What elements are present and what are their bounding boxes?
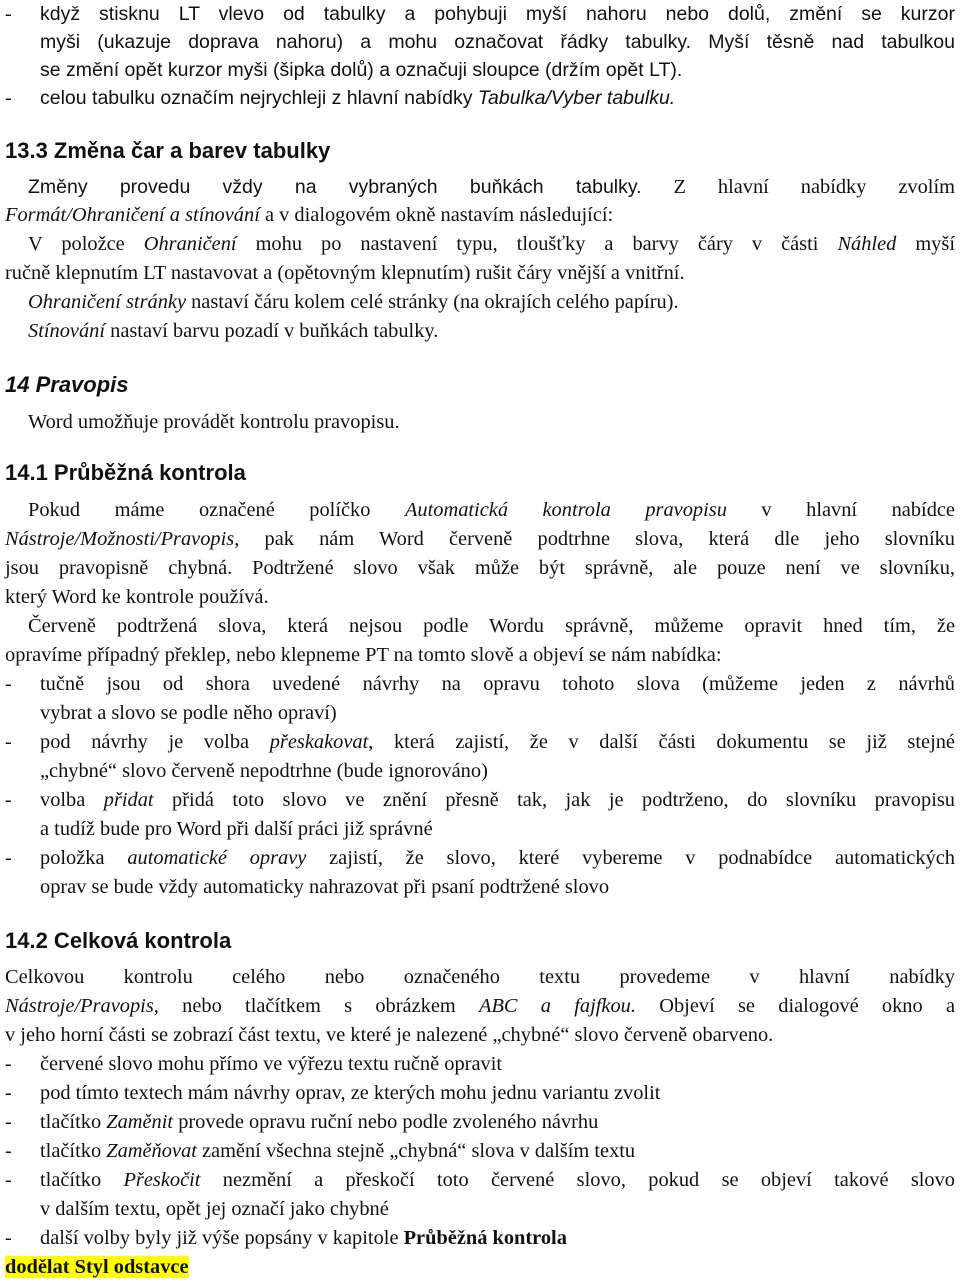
term: ABC a fajfkou. (479, 995, 636, 1017)
bullet-dash: - (5, 1111, 12, 1133)
menu-path: Formát/Ohraničení a stínování (5, 204, 260, 226)
s133-text: Změny provedu vždy na vybraných buňkách tabulky. (28, 176, 642, 198)
s142-line-1: Celkovou kontrolu celého nebo označeného textu provedeme v hlavní nabídky (5, 966, 955, 988)
s142-text: provede opravu ruční nebo podle zvoleného návrhu (173, 1111, 599, 1133)
bullet-dash: - (5, 847, 12, 869)
s133-line-6 (28, 317, 955, 345)
intro-line-3: se změní opět kurzor myši (šipka dolů) a označuji sloupce (držím opět LT). (40, 59, 683, 81)
s141-item-1-line-1: tučně jsou od shora uvedené návrhy na opravu tohoto slova (můžeme jeden z návrhů (40, 673, 955, 695)
todo-highlight: dodělat Styl odstavce (5, 1256, 189, 1278)
term: automatické opravy (127, 847, 307, 869)
bullet-dash: - (5, 3, 12, 25)
s142-line-3: v jeho horní části se zobrazí část textu, ve které je nalezené „chybné“ slovo červeně obarveno. (5, 1024, 774, 1046)
s141-line-5: Červeně podtržená slova, která nejsou podle Wordu správně, můžeme opravit hned tím, že (28, 615, 955, 637)
section-14-heading (5, 370, 129, 400)
s142-item-3 (40, 1108, 955, 1136)
s133-line-2 (5, 201, 955, 229)
s141-line-4: který Word ke kontrole používá. (5, 586, 269, 608)
s14-line-1: Word umožňuje provádět kontrolu pravopisu. (28, 411, 400, 433)
s142-text: další volby byly již výše popsány v kapitole (40, 1227, 404, 1249)
todo-line (5, 1253, 955, 1281)
s133-line-1 (28, 173, 955, 201)
bullet-dash: - (5, 1082, 12, 1104)
s142-item-6 (40, 1224, 955, 1252)
s142-item-1: červené slovo mohu přímo ve výřezu textu ručně opravit (40, 1053, 503, 1075)
s141-text: pod návrhy je volba (40, 731, 270, 753)
s141-line-6: opravíme případný překlep, nebo klepneme PT na tomto slově a objeví se nám nabídka: (5, 644, 722, 666)
s142-text: tlačítko (40, 1169, 124, 1191)
bullet-dash: - (5, 673, 12, 695)
s141-text: pak nám Word červeně podtrhne slova, která dle jeho slovníku (239, 528, 955, 550)
term: Stínování (28, 320, 106, 342)
bullet-dash: - (5, 1053, 12, 1075)
term: Zaměňovat (106, 1140, 197, 1162)
s142-text: tlačítko (40, 1140, 107, 1162)
s133-text: mohu po nastavení typu, tloušťky a barvy čáry v části (236, 233, 838, 255)
s133-line-3 (28, 230, 955, 258)
s141-text: přidá toto slovo ve znění přesně tak, jak je podtrženo, do slovníku pravopisu (153, 789, 955, 811)
s141-text: zajistí, že slovo, které vybereme v podnabídce automatických (306, 847, 955, 869)
s133-line-4: ručně klepnutím LT nastavovat a (opětovným klepnutím) rušit čáry vnější a vnitřní. (5, 262, 685, 284)
s141-text: v hlavní nabídce (726, 499, 955, 521)
s133-text: myší (896, 233, 955, 255)
s142-item-2: pod tímto textech mám návrhy oprav, ze kterých mohu jednu variantu zvolit (40, 1082, 661, 1104)
intro-line-2: myši (ukazuje doprava nahoru) a mohu označovat řádky tabulky. Myší těsně nad tabulkou (40, 31, 955, 53)
s141-item-3-line-2: a tudíž bude pro Word při další práci již správné (40, 818, 433, 840)
term: Zaměnit (106, 1111, 174, 1133)
s142-item-5-line-2: v dalším textu, opět jej označí jako chybné (40, 1198, 389, 1220)
s141-item-2-line-2: „chybné“ slovo červeně nepodtrhne (bude ignorováno) (40, 760, 488, 782)
s142-text: , nebo tlačítkem s obrázkem (153, 995, 480, 1017)
s141-item-3-line-1 (40, 786, 955, 814)
s142-line-2 (5, 992, 955, 1020)
menu-path: Nástroje/Pravopis (5, 995, 154, 1017)
s133-text: a v dialogovém okně nastavím následující: (259, 204, 614, 226)
s141-item-1-line-2: vybrat a slovo se podle něho opraví) (40, 702, 337, 724)
s133-line-5 (28, 288, 955, 316)
s142-item-5-line-1 (40, 1166, 955, 1194)
intro-line-1: když stisknu LT vlevo od tabulky a pohybuji myší nahoru nebo dolů, změní se kurzor (40, 3, 955, 25)
menu-path: Tabulka/Vyber tabulku. (477, 87, 676, 109)
s133-text: nastaví barvu pozadí v buňkách tabulky. (105, 320, 439, 342)
s141-line-2 (5, 525, 955, 553)
term: Ohraničení (143, 233, 237, 255)
s141-item-2-line-1 (40, 728, 955, 756)
s133-text: nastaví čáru kolem celé stránky (na okrajích celého papíru). (186, 291, 679, 313)
s142-text: Objeví se dialogové okno a (635, 995, 956, 1017)
s142-item-4 (40, 1137, 955, 1165)
bullet-dash: - (5, 87, 12, 109)
term: Náhled (837, 233, 897, 255)
s141-text: položka (40, 847, 128, 869)
s141-item-4-line-2: oprav se bude vždy automaticky nahrazovat při psaní podtržené slovo (40, 876, 610, 898)
term: Automatická kontrola pravopisu (404, 499, 727, 521)
section-13-3-heading: 13.3 Změna čar a barev tabulky (5, 138, 331, 163)
bullet-dash: - (5, 789, 12, 811)
intro-line-4 (40, 84, 955, 112)
s133-text: Z hlavní nabídky zvolím (641, 176, 955, 198)
intro-text: celou tabulku označím nejrychleji z hlavní nabídky (40, 87, 478, 109)
bullet-dash: - (5, 731, 12, 753)
term: přidat (103, 789, 154, 811)
term: Přeskočit (123, 1169, 201, 1191)
section-14-2-heading: 14.2 Celková kontrola (5, 928, 232, 953)
s141-text: , která zajistí, že v další části dokumentu se již stejné (368, 731, 955, 753)
s142-text: zamění všechna stejně „chybná“ slova v dalším textu (196, 1140, 636, 1162)
s141-text: Pokud máme označené políčko (28, 499, 405, 521)
chapter-reference: Průběžná kontrola (403, 1227, 567, 1249)
term: přeskakovat (269, 731, 369, 753)
s141-line-3: jsou pravopisně chybná. Podtržené slovo však může být správně, ale pouze není ve slovníku, (5, 557, 955, 579)
s141-item-4-line-1 (40, 844, 955, 872)
bullet-dash: - (5, 1227, 12, 1249)
s142-text: tlačítko (40, 1111, 107, 1133)
s133-text: V položce (28, 233, 144, 255)
term: Ohraničení stránky (28, 291, 186, 313)
s141-line-1 (28, 496, 955, 524)
bullet-dash: - (5, 1169, 12, 1191)
menu-path: Nástroje/Možnosti/Pravopis, (5, 528, 240, 550)
section-14-title: 14 Pravopis (5, 372, 129, 397)
section-14-1-heading: 14.1 Průběžná kontrola (5, 460, 246, 485)
s142-text: nezmění a přeskočí toto červené slovo, pokud se objeví takové slovo (200, 1169, 955, 1191)
bullet-dash: - (5, 1140, 12, 1162)
s141-text: volba (40, 789, 104, 811)
